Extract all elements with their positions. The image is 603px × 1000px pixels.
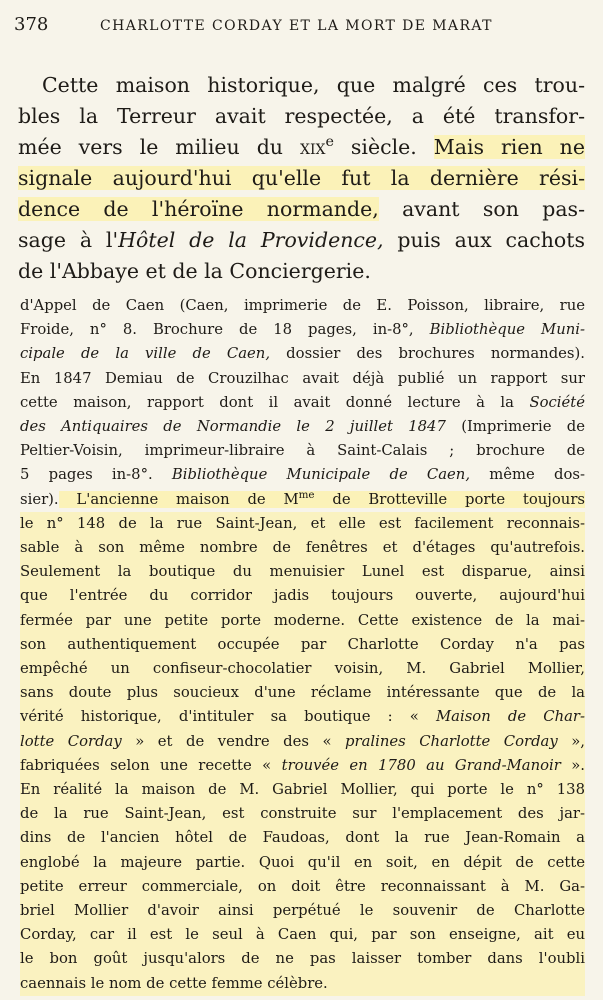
footnote-line: Seulement la boutique du menuisier Lunel est disparue, ainsi <box>20 563 585 581</box>
footnote-line: Corday, car il est le seul à Caen qui, par son enseigne, ait eu <box>20 926 585 944</box>
footnote-line: cipale de la ville de Caen, dossier des brochures normandes). <box>20 345 586 363</box>
footnote-line: caennais le nom de cette femme célèbre. <box>20 974 328 992</box>
footnote-line: lotte Corday » et de vendre des « pralines Charlotte Corday », <box>20 732 585 750</box>
highlighted-text: dence de l'héroïne normande, <box>18 197 379 221</box>
text-line: Cette maison historique, que malgré ces trou- <box>42 73 585 97</box>
footnote-line: Peltier-Voisin, imprimeur-libraire à Saint-Calais ; brochure de <box>20 442 585 460</box>
footnote-line: vérité historique, d'intituler sa boutique : « Maison de Char- <box>20 708 585 726</box>
page-number: 378 <box>14 14 49 35</box>
footnote-line: En 1847 Demiau de Crouzilhac avait déjà publié un rapport sur <box>20 369 585 387</box>
footnote-block <box>20 294 585 996</box>
footnote-line: son authentiquement occupée par Charlotte Corday n'a pas <box>20 635 585 653</box>
footnote-line: fermée par une petite porte moderne. Cette existence de la mai- <box>20 611 585 629</box>
footnote-line: briel Mollier d'avoir ainsi perpétué le souvenir de Charlotte <box>20 902 585 920</box>
footnote-line: petite erreur commerciale, on doit être reconnaissant à M. Ga- <box>20 877 585 895</box>
footnote-line: des Antiquaires de Normandie le 2 juillet 1847 (Imprimerie de <box>20 418 585 436</box>
text-line: dence de l'héroïne normande, avant son pas- <box>18 197 585 221</box>
highlighted-text: Mais rien ne <box>433 135 585 159</box>
text-line <box>18 163 585 194</box>
footnote-line: le n° 148 de la rue Saint-Jean, et elle est facilement reconnais- <box>20 514 585 532</box>
footnote-line: fabriquées selon une recette « trouvée en 1780 au Grand-Manoir ». <box>20 756 585 774</box>
footnote-line: sable à son même nombre de fenêtres et d'étages qu'autrefois. <box>20 539 585 557</box>
text-line: mée vers le milieu du xix$^e$ siècle. Mais rien ne <box>18 134 585 159</box>
highlighted-text: signale aujourd'hui qu'elle fut la dernière rési- <box>18 166 585 190</box>
footnote-line: de la rue Saint-Jean, est construite sur l'emplacement des jar- <box>20 805 585 823</box>
highlighted-passage <box>20 512 585 996</box>
text-line: sage à l'Hôtel de la Providence, puis aux cachots <box>18 228 585 252</box>
text-line: bles la Terreur avait respectée, a été transfor- <box>18 104 585 128</box>
footnote-line: dins de l'ancien hôtel de Faudoas, dont la rue Jean-Romain a <box>20 829 585 847</box>
footnote-line: sans doute plus soucieux d'une réclame intéressante que de la <box>20 684 585 702</box>
footnote-line: cette maison, rapport dont il avait donné lecture à la Société <box>20 393 585 411</box>
highlighted-text: L'ancienne maison de $M^{me}$ de Brotteville porte toujours <box>58 488 585 508</box>
footnote-line: englobé la majeure partie. Quoi qu'il en soit, en dépit de cette <box>20 853 585 871</box>
text-line: de l'Abbaye et de la Conciergerie. <box>18 259 371 283</box>
footnote-line: le bon goût jusqu'alors de ne pas laisser tomber dans l'oubli <box>20 950 585 968</box>
footnote-line: sier). L'ancienne maison de $M^{me}$ de Brotteville porte toujours <box>20 488 585 508</box>
footnote-line: que l'entrée du corridor jadis toujours ouverte, aujourd'hui <box>20 587 585 605</box>
footnote-line: Froide, n° 8. Brochure de 18 pages, in-8°, Bibliothèque Muni- <box>20 321 585 339</box>
footnote-line: En réalité la maison de M. Gabriel Mollier, qui porte le n° 138 <box>20 781 585 799</box>
main-paragraph <box>18 70 585 287</box>
footnote-line: d'Appel de Caen (Caen, imprimerie de E. Poisson, libraire, rue <box>20 297 585 314</box>
running-title: CHARLOTTE CORDAY ET LA MORT DE MARAT <box>100 18 493 34</box>
footnote-line: 5 pages in-8°. Bibliothèque Municipale de Caen, même dos- <box>20 466 585 484</box>
footnote-line: empêché un confiseur-chocolatier voisin, M. Gabriel Mollier, <box>20 660 585 678</box>
